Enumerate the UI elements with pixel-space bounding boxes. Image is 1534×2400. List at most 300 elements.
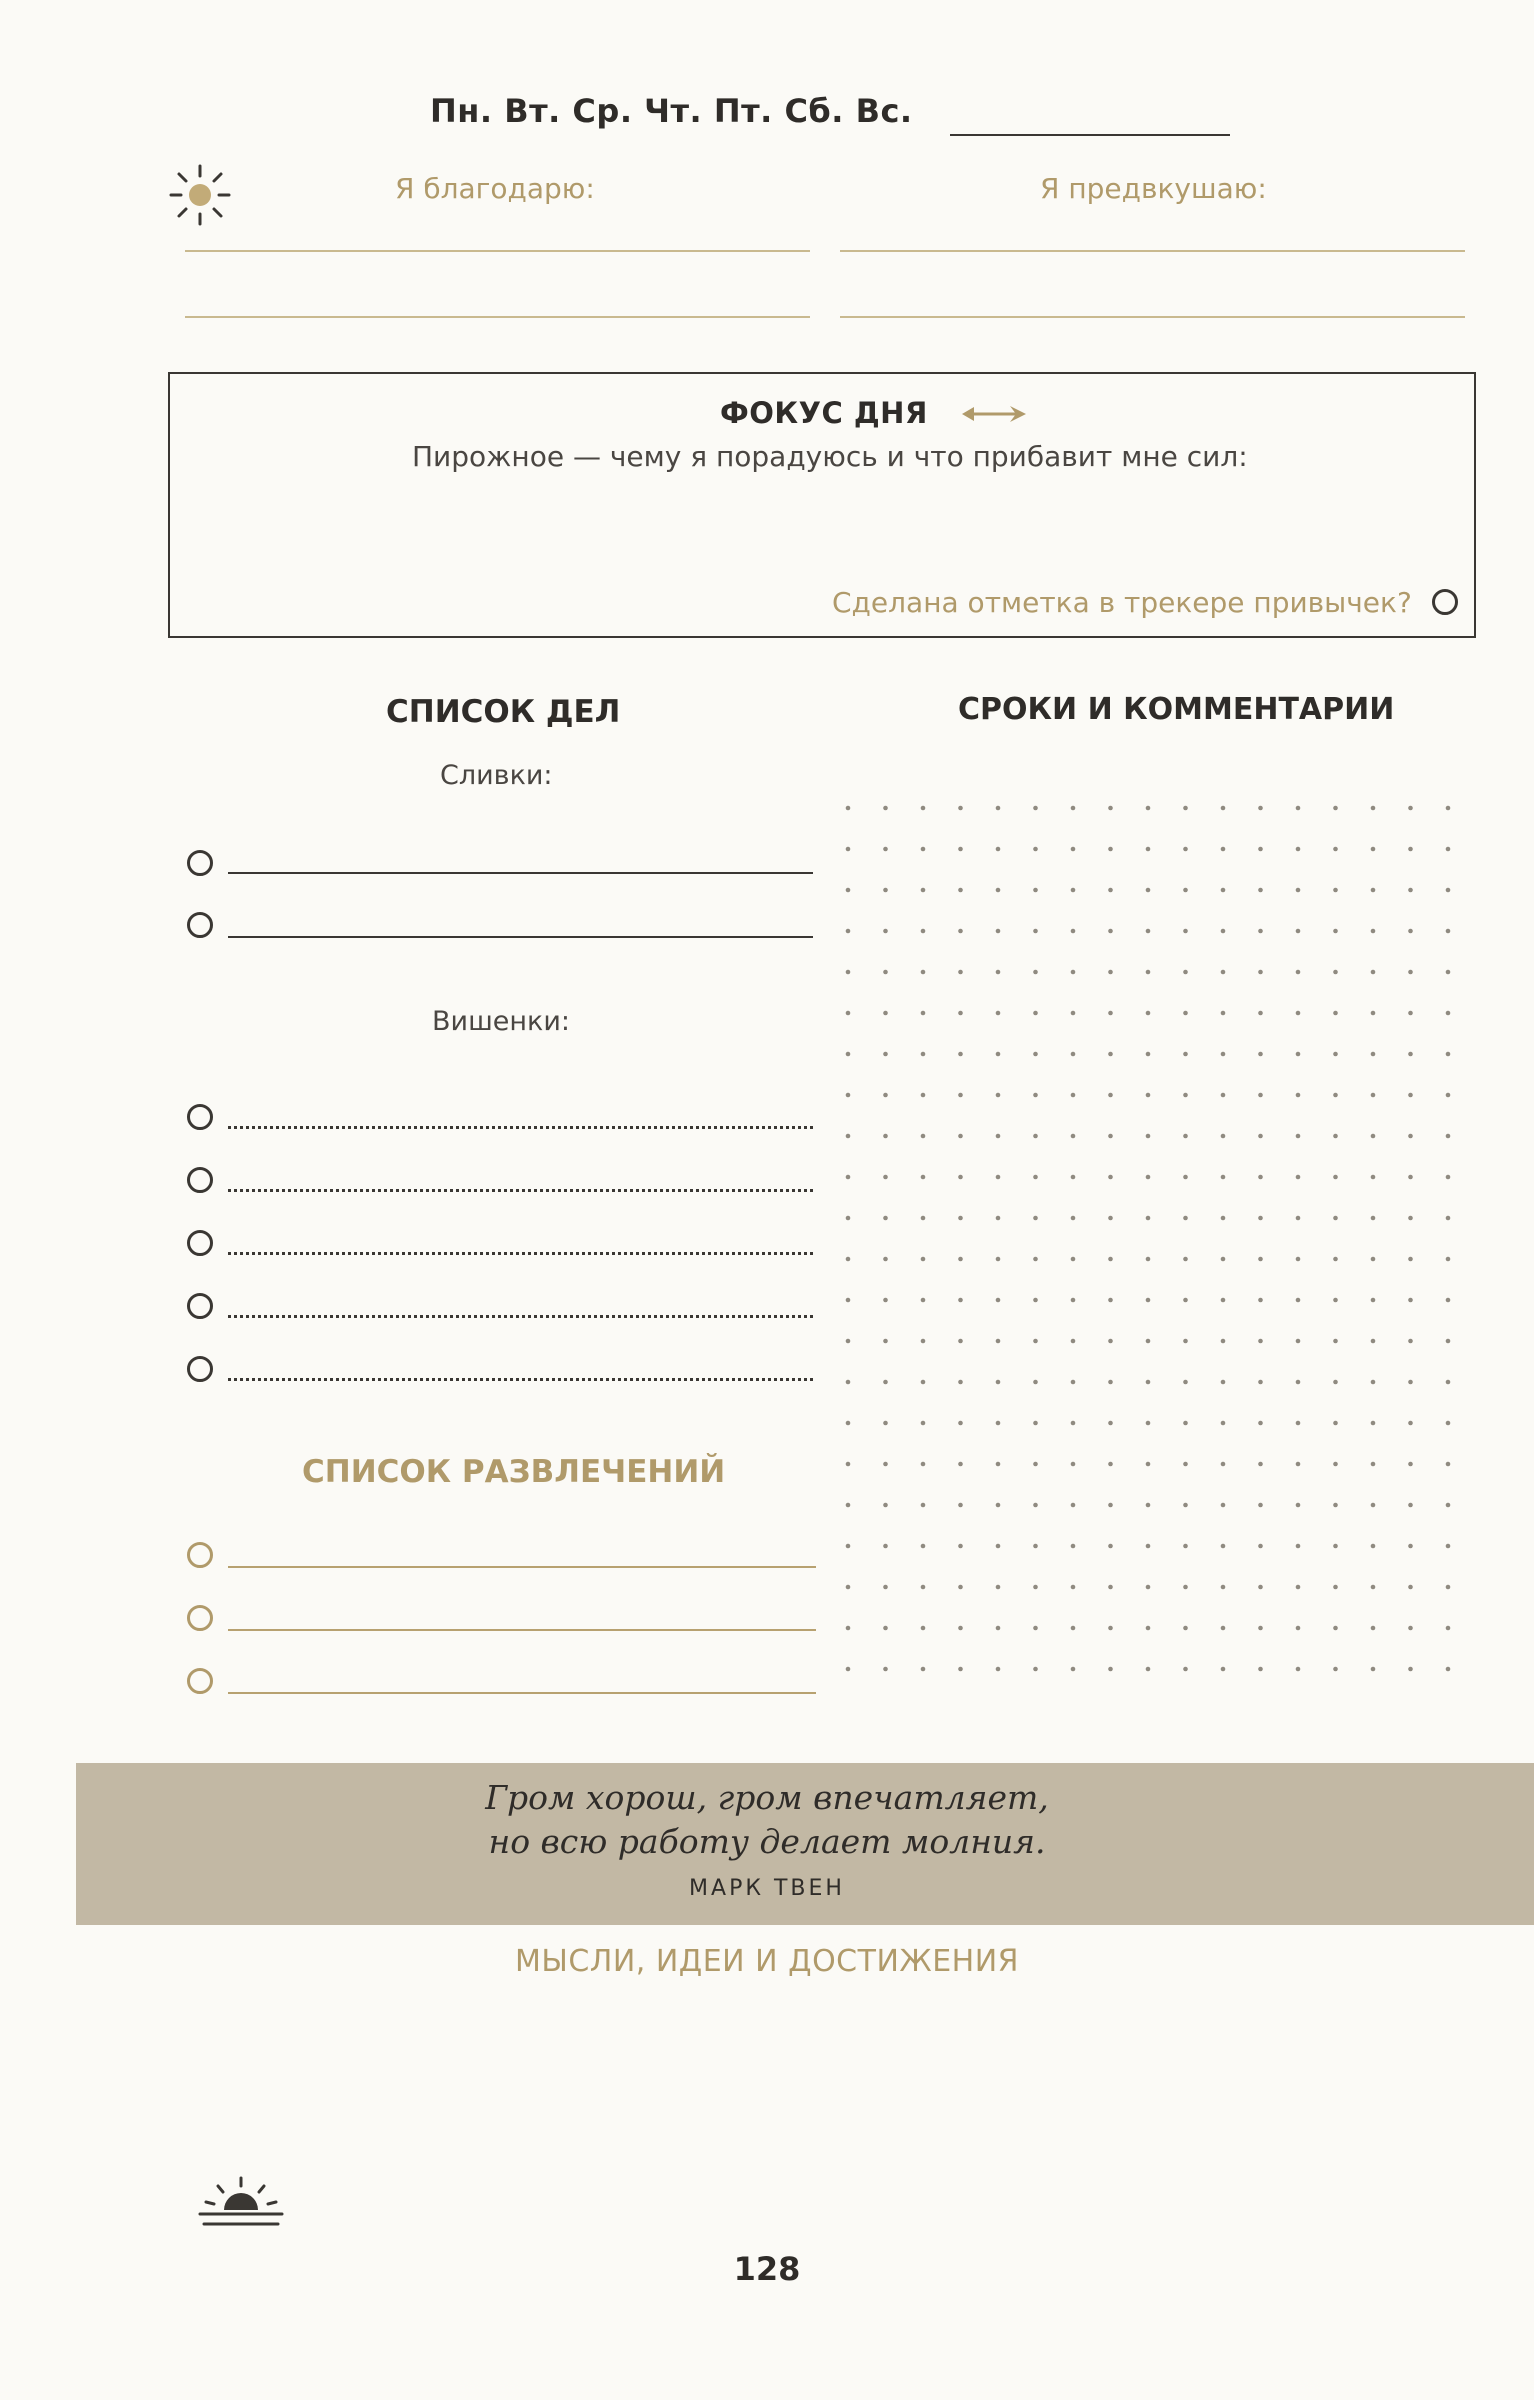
grid-dot — [1221, 1257, 1226, 1262]
grid-dot — [1108, 1421, 1113, 1426]
grid-dot — [996, 847, 1001, 852]
grid-dot — [1071, 1667, 1076, 1672]
grid-dot — [1408, 806, 1413, 811]
grid-dot — [958, 847, 963, 852]
grid-dot — [1408, 929, 1413, 934]
grid-dot — [921, 1462, 926, 1467]
grid-dot — [1296, 1134, 1301, 1139]
grid-dot — [958, 1667, 963, 1672]
grid-dot — [958, 1462, 963, 1467]
grid-dot — [1071, 1298, 1076, 1303]
fun-checkbox[interactable] — [187, 1605, 213, 1631]
weekday-selector[interactable]: Пн. Вт. Ср. Чт. Пт. Сб. Вс. — [430, 92, 913, 130]
grid-dot — [1408, 1257, 1413, 1262]
grid-dot — [1033, 1585, 1038, 1590]
grid-dot — [1071, 806, 1076, 811]
focus-title: ФОКУС ДНЯ — [720, 396, 928, 430]
grid-dot — [1071, 1134, 1076, 1139]
task-line[interactable] — [228, 1315, 813, 1318]
grid-dot — [1296, 1626, 1301, 1631]
grid-dot — [1333, 1011, 1338, 1016]
grid-dot — [1108, 888, 1113, 893]
grid-dot — [1108, 1052, 1113, 1057]
grid-dot — [1408, 1503, 1413, 1508]
grid-dot — [1371, 929, 1376, 934]
grid-dot — [883, 806, 888, 811]
grid-dot — [1258, 806, 1263, 811]
grid-dot — [883, 1462, 888, 1467]
grid-dot — [1108, 1134, 1113, 1139]
grid-dot — [1071, 1544, 1076, 1549]
grid-dot — [921, 1585, 926, 1590]
grid-dot — [1258, 1257, 1263, 1262]
grid-dot — [1371, 806, 1376, 811]
grid-dot — [1333, 1339, 1338, 1344]
grid-dot — [1333, 1462, 1338, 1467]
grid-dot — [883, 1626, 888, 1631]
grid-dot — [1033, 1093, 1038, 1098]
grid-dot — [1371, 1052, 1376, 1057]
grid-dot — [1146, 1011, 1151, 1016]
grid-dot — [846, 1626, 851, 1631]
grid-dot — [1221, 847, 1226, 852]
grid-dot — [1183, 1298, 1188, 1303]
grid-dot — [1296, 1503, 1301, 1508]
grid-dot — [1108, 1093, 1113, 1098]
grid-dot — [1183, 1093, 1188, 1098]
grid-dot — [1183, 1503, 1188, 1508]
grid-dot — [1146, 1298, 1151, 1303]
grid-dot — [1146, 970, 1151, 975]
grid-dot — [958, 1585, 963, 1590]
grid-dot — [883, 929, 888, 934]
gratitude-line[interactable] — [185, 316, 810, 318]
grid-dot — [1258, 1544, 1263, 1549]
grid-dot — [1371, 1093, 1376, 1098]
fun-line[interactable] — [228, 1629, 816, 1631]
grid-dot — [1371, 1462, 1376, 1467]
grid-dot — [1408, 1298, 1413, 1303]
grid-dot — [996, 1298, 1001, 1303]
fun-checkbox[interactable] — [187, 1668, 213, 1694]
grid-dot — [1258, 1011, 1263, 1016]
grid-dot — [1408, 1667, 1413, 1672]
grid-dot — [1221, 1585, 1226, 1590]
task-checkbox[interactable] — [187, 1356, 213, 1382]
grid-dot — [1296, 1585, 1301, 1590]
grid-dot — [921, 1298, 926, 1303]
grid-dot — [1071, 1462, 1076, 1467]
grid-dot — [1146, 806, 1151, 811]
grid-dot — [958, 1216, 963, 1221]
grid-dot — [1408, 847, 1413, 852]
grid-dot — [1108, 1380, 1113, 1385]
grid-dot — [996, 1216, 1001, 1221]
grid-dot — [1296, 1298, 1301, 1303]
grid-dot — [883, 1380, 888, 1385]
grid-dot — [1296, 1175, 1301, 1180]
grid-dot — [1446, 1503, 1451, 1508]
grid-dot — [996, 1093, 1001, 1098]
grid-dot — [921, 1257, 926, 1262]
grid-dot — [1108, 970, 1113, 975]
dot-grid[interactable] — [840, 800, 1480, 1700]
grid-dot — [1296, 1093, 1301, 1098]
grid-dot — [1183, 1380, 1188, 1385]
task-checkbox[interactable] — [187, 1167, 213, 1193]
grid-dot — [958, 1626, 963, 1631]
grid-dot — [1296, 1667, 1301, 1672]
grid-dot — [1183, 1421, 1188, 1426]
gratitude-line[interactable] — [185, 250, 810, 252]
grid-dot — [1296, 1052, 1301, 1057]
grid-dot — [883, 1503, 888, 1508]
grid-dot — [1221, 1052, 1226, 1057]
grid-dot — [1183, 1011, 1188, 1016]
grid-dot — [1033, 1134, 1038, 1139]
grid-dot — [958, 888, 963, 893]
grid-dot — [1333, 1544, 1338, 1549]
grid-dot — [846, 1544, 851, 1549]
grid-dot — [1221, 1011, 1226, 1016]
grid-dot — [1033, 1298, 1038, 1303]
task-line[interactable] — [228, 1252, 813, 1255]
grid-dot — [1333, 970, 1338, 975]
grid-dot — [1033, 1626, 1038, 1631]
grid-dot — [1371, 1544, 1376, 1549]
grid-dot — [1408, 1421, 1413, 1426]
grid-dot — [1183, 929, 1188, 934]
grid-dot — [1296, 847, 1301, 852]
grid-dot — [1371, 847, 1376, 852]
task-line[interactable] — [228, 1189, 813, 1192]
grid-dot — [1221, 1298, 1226, 1303]
task-line[interactable] — [228, 1378, 813, 1381]
deadlines-title: СРОКИ И КОММЕНТАРИИ — [958, 692, 1395, 727]
grid-dot — [1408, 1544, 1413, 1549]
grid-dot — [921, 1134, 926, 1139]
grid-dot — [846, 1462, 851, 1467]
grid-dot — [1183, 847, 1188, 852]
grid-dot — [996, 1257, 1001, 1262]
grid-dot — [1333, 1257, 1338, 1262]
grid-dot — [1258, 1503, 1263, 1508]
grid-dot — [1071, 1052, 1076, 1057]
grid-dot — [1446, 1216, 1451, 1221]
grid-dot — [1446, 1421, 1451, 1426]
anticipation-line[interactable] — [840, 316, 1465, 318]
grid-dot — [958, 1544, 963, 1549]
grid-dot — [1108, 1462, 1113, 1467]
grid-dot — [1296, 1462, 1301, 1467]
grid-dot — [1446, 1626, 1451, 1631]
grid-dot — [1108, 929, 1113, 934]
grid-dot — [1258, 1093, 1263, 1098]
grid-dot — [1108, 806, 1113, 811]
grid-dot — [846, 1667, 851, 1672]
grid-dot — [1371, 1667, 1376, 1672]
grid-dot — [1408, 1216, 1413, 1221]
grid-dot — [921, 1503, 926, 1508]
grid-dot — [883, 1421, 888, 1426]
fun-list-title: СПИСОК РАЗВЛЕЧЕНИЙ — [302, 1454, 726, 1490]
grid-dot — [1146, 847, 1151, 852]
task-checkbox[interactable] — [187, 1104, 213, 1130]
grid-dot — [883, 1011, 888, 1016]
grid-dot — [958, 1011, 963, 1016]
grid-dot — [1108, 847, 1113, 852]
grid-dot — [996, 1462, 1001, 1467]
date-field[interactable] — [950, 134, 1230, 136]
grid-dot — [1071, 1380, 1076, 1385]
grid-dot — [1221, 1503, 1226, 1508]
task-line[interactable] — [228, 872, 813, 874]
grid-dot — [1333, 1216, 1338, 1221]
grid-dot — [1221, 1667, 1226, 1672]
arrow-icon — [960, 402, 1028, 426]
grid-dot — [958, 1175, 963, 1180]
grid-dot — [958, 1052, 963, 1057]
grid-dot — [1146, 1421, 1151, 1426]
grid-dot — [846, 888, 851, 893]
grid-dot — [1183, 970, 1188, 975]
grid-dot — [1371, 1421, 1376, 1426]
grid-dot — [1033, 1462, 1038, 1467]
grid-dot — [1033, 1257, 1038, 1262]
grid-dot — [1108, 1339, 1113, 1344]
grid-dot — [958, 1257, 963, 1262]
grid-dot — [1258, 1134, 1263, 1139]
task-checkbox[interactable] — [187, 1230, 213, 1256]
grid-dot — [1033, 1503, 1038, 1508]
grid-dot — [1296, 1011, 1301, 1016]
task-line[interactable] — [228, 936, 813, 938]
grid-dot — [1071, 1421, 1076, 1426]
grid-dot — [1408, 1462, 1413, 1467]
quote-author: МАРК ТВЕН — [689, 1876, 845, 1901]
grid-dot — [1146, 1339, 1151, 1344]
grid-dot — [1071, 847, 1076, 852]
fun-line[interactable] — [228, 1566, 816, 1568]
grid-dot — [1258, 847, 1263, 852]
grid-dot — [1446, 1257, 1451, 1262]
grid-dot — [1296, 970, 1301, 975]
habit-tracker-checkbox[interactable] — [1432, 589, 1458, 615]
grid-dot — [1071, 1257, 1076, 1262]
grid-dot — [1296, 1544, 1301, 1549]
grid-dot — [1108, 1216, 1113, 1221]
grid-dot — [1183, 888, 1188, 893]
grid-dot — [1371, 1216, 1376, 1221]
grid-dot — [1071, 1093, 1076, 1098]
grid-dot — [1333, 1380, 1338, 1385]
grid-dot — [1221, 1093, 1226, 1098]
grid-dot — [1446, 1667, 1451, 1672]
grid-dot — [1183, 1052, 1188, 1057]
grid-dot — [1033, 1339, 1038, 1344]
grid-dot — [846, 1380, 851, 1385]
grid-dot — [1296, 1380, 1301, 1385]
grid-dot — [1221, 888, 1226, 893]
grid-dot — [996, 1380, 1001, 1385]
grid-dot — [846, 1298, 851, 1303]
grid-dot — [883, 1216, 888, 1221]
grid-dot — [1258, 1667, 1263, 1672]
grid-dot — [883, 1339, 888, 1344]
grid-dot — [846, 806, 851, 811]
grid-dot — [921, 1421, 926, 1426]
grid-dot — [1033, 806, 1038, 811]
sun-icon — [165, 160, 235, 230]
page-number: 128 — [733, 2250, 801, 2288]
grid-dot — [1071, 1626, 1076, 1631]
grid-dot — [1108, 1544, 1113, 1549]
grid-dot — [1146, 1052, 1151, 1057]
grid-dot — [958, 929, 963, 934]
grid-dot — [1146, 1585, 1151, 1590]
grid-dot — [996, 1544, 1001, 1549]
grid-dot — [1371, 1134, 1376, 1139]
grid-dot — [1446, 1544, 1451, 1549]
grid-dot — [1408, 1011, 1413, 1016]
grid-dot — [1371, 970, 1376, 975]
grid-dot — [1446, 1380, 1451, 1385]
habit-tracker-question: Сделана отметка в трекере привычек? — [832, 586, 1412, 619]
grid-dot — [996, 1052, 1001, 1057]
task-checkbox[interactable] — [187, 1293, 213, 1319]
grid-dot — [1408, 1380, 1413, 1385]
grid-dot — [1183, 1339, 1188, 1344]
grid-dot — [846, 1175, 851, 1180]
grid-dot — [1258, 888, 1263, 893]
grid-dot — [996, 1134, 1001, 1139]
grid-dot — [921, 970, 926, 975]
todo-title: СПИСОК ДЕЛ — [386, 694, 621, 730]
grid-dot — [1371, 1626, 1376, 1631]
fun-line[interactable] — [228, 1692, 816, 1694]
task-line[interactable] — [228, 1126, 813, 1129]
grid-dot — [1296, 1216, 1301, 1221]
grid-dot — [1146, 888, 1151, 893]
grid-dot — [1183, 1667, 1188, 1672]
grid-dot — [1408, 970, 1413, 975]
grid-dot — [996, 970, 1001, 975]
grid-dot — [958, 1421, 963, 1426]
grid-dot — [1408, 1175, 1413, 1180]
quote-line-1: Гром хорош, гром впечатляет, — [485, 1778, 1049, 1817]
grid-dot — [996, 929, 1001, 934]
grid-dot — [1108, 1011, 1113, 1016]
grid-dot — [1333, 806, 1338, 811]
grid-dot — [1146, 1093, 1151, 1098]
grid-dot — [1033, 1175, 1038, 1180]
grid-dot — [958, 1093, 963, 1098]
grid-dot — [1033, 1052, 1038, 1057]
grid-dot — [1446, 1298, 1451, 1303]
grid-dot — [1033, 1380, 1038, 1385]
grid-dot — [1296, 1257, 1301, 1262]
grid-dot — [1371, 1585, 1376, 1590]
anticipation-line[interactable] — [840, 250, 1465, 252]
grid-dot — [1258, 1626, 1263, 1631]
grid-dot — [1333, 1503, 1338, 1508]
grid-dot — [1371, 1298, 1376, 1303]
grid-dot — [996, 806, 1001, 811]
grid-dot — [846, 1011, 851, 1016]
task-checkbox[interactable] — [187, 912, 213, 938]
grid-dot — [883, 1175, 888, 1180]
grid-dot — [1446, 1339, 1451, 1344]
grid-dot — [846, 1216, 851, 1221]
grid-dot — [1408, 888, 1413, 893]
grid-dot — [1146, 1626, 1151, 1631]
grid-dot — [1408, 1585, 1413, 1590]
grid-dot — [1333, 1298, 1338, 1303]
grid-dot — [1446, 806, 1451, 811]
grid-dot — [883, 1093, 888, 1098]
grid-dot — [996, 1011, 1001, 1016]
grid-dot — [1258, 1298, 1263, 1303]
grid-dot — [1258, 1462, 1263, 1467]
focus-prompt: Пирожное — чему я порадуюсь и что прибавит мне сил: — [412, 440, 1248, 473]
grid-dot — [883, 1257, 888, 1262]
grid-dot — [1446, 847, 1451, 852]
grid-dot — [958, 806, 963, 811]
grid-dot — [1333, 1134, 1338, 1139]
grid-dot — [1221, 1544, 1226, 1549]
task-checkbox[interactable] — [187, 850, 213, 876]
grid-dot — [1333, 1585, 1338, 1590]
grid-dot — [846, 1257, 851, 1262]
grid-dot — [846, 1052, 851, 1057]
grid-dot — [1408, 1134, 1413, 1139]
grid-dot — [1183, 1544, 1188, 1549]
grid-dot — [921, 1093, 926, 1098]
grid-dot — [1446, 1011, 1451, 1016]
quote-line-2: но всю работу делает молния. — [488, 1822, 1046, 1861]
grid-dot — [921, 1667, 926, 1672]
grid-dot — [1108, 1626, 1113, 1631]
grid-dot — [1071, 1503, 1076, 1508]
grid-dot — [846, 929, 851, 934]
grid-dot — [1258, 1421, 1263, 1426]
grid-dot — [996, 1503, 1001, 1508]
grid-dot — [921, 1380, 926, 1385]
thoughts-title: МЫСЛИ, ИДЕИ И ДОСТИЖЕНИЯ — [514, 1944, 1020, 1979]
grid-dot — [1146, 929, 1151, 934]
anticipation-label: Я предвкушаю: — [1040, 172, 1267, 205]
grid-dot — [921, 1052, 926, 1057]
grid-dot — [1071, 1585, 1076, 1590]
grid-dot — [1333, 1626, 1338, 1631]
grid-dot — [1221, 806, 1226, 811]
cherry-label: Вишенки: — [432, 1006, 570, 1037]
grid-dot — [996, 1421, 1001, 1426]
grid-dot — [1146, 1462, 1151, 1467]
grid-dot — [1333, 1052, 1338, 1057]
grid-dot — [1333, 888, 1338, 893]
grid-dot — [1333, 1421, 1338, 1426]
fun-checkbox[interactable] — [187, 1542, 213, 1568]
grid-dot — [958, 1503, 963, 1508]
grid-dot — [883, 1585, 888, 1590]
grid-dot — [1221, 1175, 1226, 1180]
grid-dot — [846, 1421, 851, 1426]
grid-dot — [996, 1175, 1001, 1180]
grid-dot — [1258, 1052, 1263, 1057]
grid-dot — [1108, 1175, 1113, 1180]
grid-dot — [1146, 1667, 1151, 1672]
